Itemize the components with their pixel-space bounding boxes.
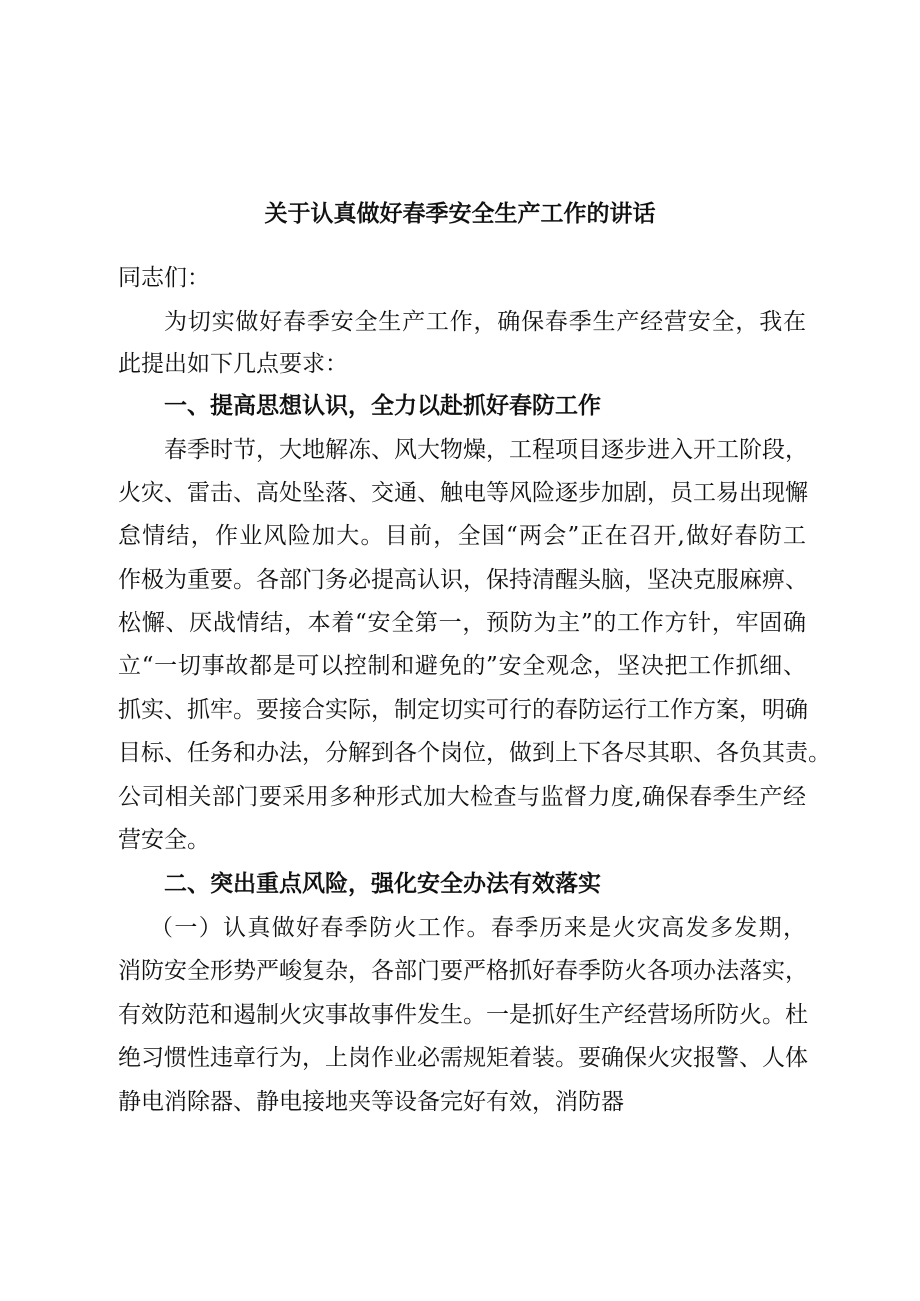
paragraph-line: 火灾、雷击、高处坠落、交通、触电等风险逐步加剧，员工易出现懈 (118, 480, 808, 506)
section-heading-2: 二、突出重点风险，强化安全办法有效落实 (164, 871, 601, 897)
intro-line: 此提出如下几点要求： (118, 351, 348, 377)
paragraph-line: 营安全。 (118, 827, 210, 853)
paragraph-line: 春季时节，大地解冻、风大物燥，工程项目逐步进入开工阶段， (164, 437, 808, 463)
paragraph-line: 有效防范和遏制火灾事故事件发生。一是抓好生产经营场所防火。杜 (118, 1002, 808, 1028)
document-title: 关于认真做好春季安全生产工作的讲话 (264, 201, 656, 227)
paragraph-line: 目标、任务和办法，分解到各个岗位，做到上下各尽其职、各负其责。 (118, 740, 831, 766)
paragraph-line: 抓实、抓牢。要接合实际，制定切实可行的春防运行工作方案，明确 (118, 697, 808, 723)
intro-line: 为切实做好春季安全生产工作，确保春季生产经营安全，我在 (164, 309, 806, 335)
paragraph-line: 立“一切事故都是可以控制和避免的”安全观念，坚决把工作抓细、 (118, 653, 806, 679)
paragraph-line: 怠情结，作业风险加大。目前，全国“两会”正在召开,做好春防工 (118, 523, 806, 549)
paragraph-line: 作极为重要。各部门务必提高认识，保持清醒头脑，坚决克服麻痹、 (118, 567, 808, 593)
paragraph-line: （一）认真做好春季防火工作。春季历来是火灾高发多发期， (150, 915, 806, 941)
paragraph-line: 消防安全形势严峻复杂，各部门要严格抓好春季防火各项办法落实， (118, 958, 808, 984)
paragraph-line: 静电消除器、静电接地夹等设备完好有效，消防器 (118, 1089, 624, 1115)
paragraph-line: 绝习惯性违章行为，上岗作业必需规矩着装。要确保火灾报警、人体 (118, 1045, 808, 1071)
section-heading-1: 一、提高思想认识，全力以赴抓好春防工作 (164, 393, 601, 419)
paragraph-line: 松懈、厌战情结，本着“安全第一，预防为主”的工作方针，牢固确 (118, 610, 806, 636)
paragraph-line: 公司相关部门要采用多种形式加大检查与监督力度,确保春季生产经 (118, 784, 806, 810)
salutation: 同志们： (118, 265, 210, 291)
